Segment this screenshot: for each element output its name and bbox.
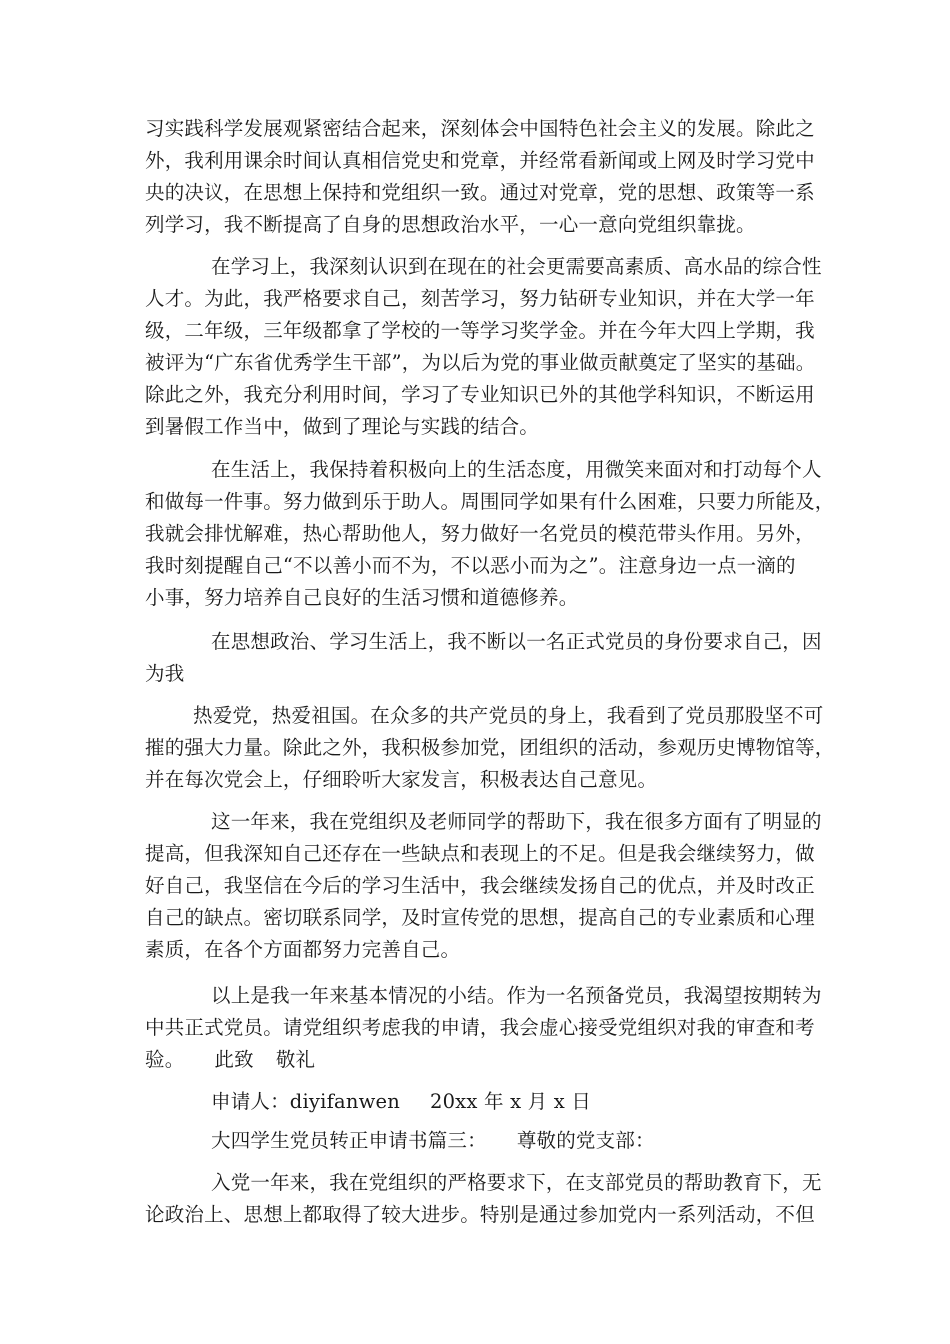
text-line: 小事，努力培养自己良好的生活习惯和道德修养。: [145, 586, 579, 609]
text-line: 摧的强大力量。除此之外，我积极参加党，团组织的活动，参观历史博物馆等，: [145, 736, 835, 759]
paragraph-5: [145, 700, 835, 796]
text-line: 以上是我一年来基本情况的小结。作为一名预备党员，我渴望按期转为: [211, 984, 822, 1007]
salutation: 尊敬的党支部：: [516, 1129, 655, 1152]
text-line: 论政治上、思想上都取得了较大进步。特别是通过参加党内一系列活动，不但: [145, 1203, 815, 1226]
text-line: [145, 1086, 807, 1118]
text-line: 除此之外，我充分利用时间，学习了专业知识已外的其他学科知识，不断运用: [145, 383, 815, 406]
signature-date: 20xx 年 x 月 x 日: [429, 1090, 592, 1113]
text-line: 为我: [145, 662, 185, 685]
text-line: 级，二年级，三年级都拿了学校的一等学习奖学金。并在今年大四上学期，我: [145, 319, 815, 342]
text-line: 自己的缺点。密切联系同学，及时宣传党的思想，提高自己的专业素质和心理: [145, 906, 815, 929]
section-title: 大四学生党员转正申请书篇三：: [211, 1129, 487, 1152]
text-line: [145, 1044, 807, 1076]
text-line: 提高，但我深知自己还存在一些缺点和表现上的不足。但是我会继续努力，做: [145, 842, 815, 865]
closing-phrase-2: 敬礼: [275, 1048, 316, 1071]
text-line: 在思想政治、学习生活上，我不断以一名正式党员的身份要求自己，因: [211, 630, 822, 653]
text-line: 中共正式党员。请党组织考虑我的申请，我会虚心接受党组织对我的审查和考: [145, 1016, 815, 1039]
text-line: 央的决议，在思想上保持和党组织一致。通过对党章，党的思想、政策等一系: [145, 181, 815, 204]
text-line: 到暑假工作当中，做到了理论与实践的结合。: [145, 415, 540, 438]
paragraph-1: [145, 113, 815, 241]
closing-phrase-1: 此致: [214, 1048, 254, 1071]
applicant-label: 申请人：diyifanwen: [211, 1090, 400, 1113]
text-line: 在生活上，我保持着积极向上的生活态度，用微笑来面对和打动每个人: [211, 458, 822, 481]
text-line: 这一年来，我在党组织及老师同学的帮助下，我在很多方面有了明显的: [211, 810, 822, 833]
paragraph-7: [145, 980, 822, 1076]
paragraph-6: [145, 806, 822, 966]
signature-line: [145, 1086, 807, 1118]
text-line: 在学习上，我深刻认识到在现在的社会更需要高素质、高水品的综合性: [211, 255, 822, 278]
text-line: 和做每一件事。努力做到乐于助人。周围同学如果有什么困难，只要力所能及，: [145, 490, 835, 513]
section-heading: [145, 1125, 807, 1157]
text-line: 我时刻提醒自己“不以善小而不为，不以恶小而为之”。注意身边一点一滴的: [145, 554, 796, 577]
paragraph-2: [145, 251, 822, 443]
text-line: 好自己，我坚信在今后的学习生活中，我会继续发扬自己的优点，并及时改正: [145, 874, 815, 897]
text-line: 外，我利用课余时间认真相信党史和党章，并经常看新闻或上网及时学习党中: [145, 149, 815, 172]
text-line: 列学习，我不断提高了自身的思想政治水平，一心一意向党组织靠拢。: [145, 213, 756, 236]
closing-text: 验。: [145, 1048, 185, 1071]
paragraph-3: [145, 454, 835, 614]
text-line: 被评为“广东省优秀学生干部”，为以后为党的事业做贡献奠定了坚实的基础。: [145, 351, 816, 374]
paragraph-4: [145, 626, 822, 690]
text-line: 素质，在各个方面都努力完善自己。: [145, 938, 461, 961]
paragraph-8: [145, 1167, 822, 1231]
text-line: 我就会排忧解难，热心帮助他人，努力做好一名党员的模范带头作用。另外，: [145, 522, 815, 545]
text-line: 热爱党，热爱祖国。在众多的共产党员的身上，我看到了党员那股坚不可: [193, 704, 824, 727]
text-line: [145, 1125, 807, 1157]
text-line: 人才。为此，我严格要求自己，刻苦学习，努力钻研专业知识，并在大学一年: [145, 287, 815, 310]
text-line: 并在每次党会上，仔细聆听大家发言，积极表达自己意见。: [145, 768, 658, 791]
text-line: 习实践科学发展观紧密结合起来，深刻体会中国特色社会主义的发展。除此之: [145, 117, 815, 140]
text-line: 入党一年来，我在党组织的严格要求下，在支部党员的帮助教育下，无: [211, 1171, 822, 1194]
